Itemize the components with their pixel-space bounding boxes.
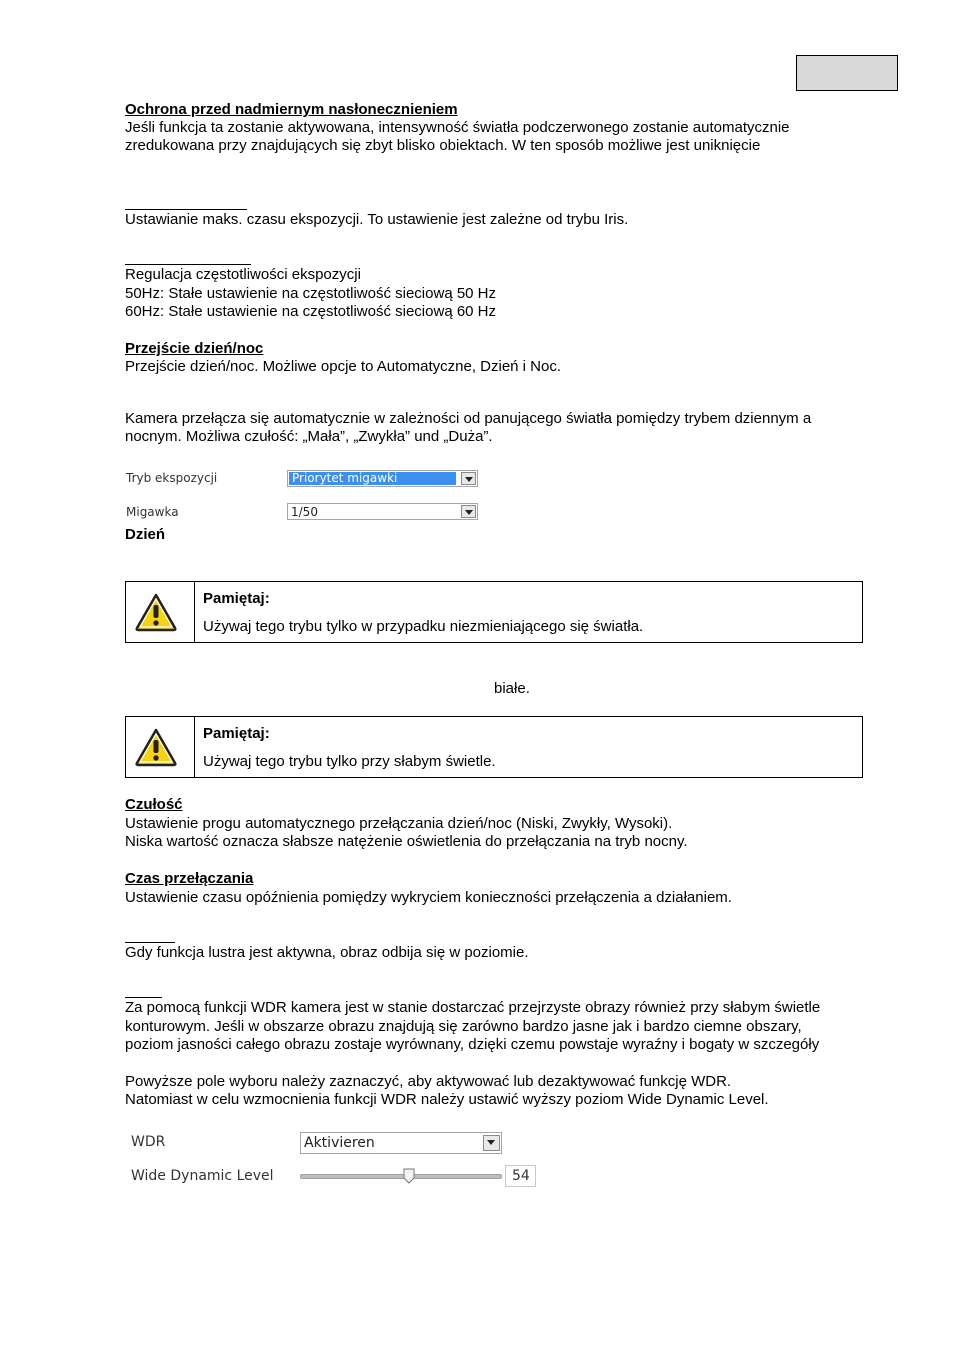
note-body: Używaj tego trybu tylko w przypadku niezmieniającego się światła. bbox=[203, 618, 644, 635]
heading-day-night: Przejście dzień/noc bbox=[125, 340, 264, 357]
slider-handle[interactable] bbox=[403, 1168, 415, 1184]
wide-dynamic-level-label: Wide Dynamic Level bbox=[131, 1168, 274, 1184]
shutter-value: 1/50 bbox=[291, 505, 318, 519]
paragraph-line: Ustawienie progu automatycznego przełączania dzień/noc (Niski, Zwykły, Wysoki). bbox=[125, 815, 673, 832]
page-number-box bbox=[796, 55, 898, 91]
paragraph-line: Natomiast w celu wzmocnienia funkcji WDR należy ustawić wyższy poziom Wide Dynamic Level. bbox=[125, 1091, 769, 1108]
heading-rule bbox=[125, 997, 162, 998]
paragraph-line: Regulacja częstotliwości ekspozycji bbox=[125, 266, 361, 283]
shutter-label: Migawka bbox=[126, 505, 179, 519]
shutter-select[interactable] bbox=[287, 503, 478, 520]
paragraph-line: 60Hz: Stałe ustawienie na częstotliwość sieciową 60 Hz bbox=[125, 303, 497, 320]
heading-switch-time: Czas przełączania bbox=[125, 870, 254, 887]
exposure-mode-select[interactable] bbox=[287, 470, 478, 487]
paragraph-line: Jeśli funkcja ta zostanie aktywowana, intensywność światła podczerwonego zostanie automatycznie bbox=[125, 119, 790, 136]
warning-icon bbox=[134, 592, 178, 632]
heading-sensitivity: Czułość bbox=[125, 796, 183, 813]
paragraph-line: poziom jasności całego obrazu zostaje wyrównany, dzięki czemu powstaje wyraźny i bogaty w szczegóły bbox=[125, 1036, 820, 1053]
paragraph-line: Za pomocą funkcji WDR kamera jest w stanie dostarczać przejrzyste obrazy również przy słabym świetle bbox=[125, 999, 821, 1016]
paragraph-line: Niska wartość oznacza słabsze natężenie oświetlenia do przełączania na tryb nocny. bbox=[125, 833, 688, 850]
note-title: Pamiętaj: bbox=[203, 590, 270, 607]
exposure-mode-label: Tryb ekspozycji bbox=[126, 471, 218, 485]
note-box bbox=[125, 716, 863, 778]
wide-dynamic-level-value[interactable]: 54 bbox=[505, 1165, 536, 1187]
note-icon-cell bbox=[126, 582, 195, 642]
note-icon-cell bbox=[126, 717, 195, 777]
paragraph-line: Przejście dzień/noc. Możliwe opcje to Automatyczne, Dzień i Noc. bbox=[125, 358, 562, 375]
chevron-down-icon[interactable] bbox=[483, 1135, 500, 1151]
heading-rule bbox=[125, 264, 251, 265]
heading-sun-protection: Ochrona przed nadmiernym nasłonecznieniem bbox=[125, 101, 458, 118]
heading-rule bbox=[125, 209, 247, 210]
wide-dynamic-level-slider[interactable] bbox=[300, 1174, 502, 1179]
note-body: Używaj tego trybu tylko przy słabym świetle. bbox=[203, 753, 496, 770]
exposure-mode-value: Priorytet migawki bbox=[289, 472, 456, 485]
day-label: Dzień bbox=[125, 526, 166, 543]
paragraph-line: Ustawianie maks. czasu ekspozycji. To ustawienie jest zależne od trybu Iris. bbox=[125, 211, 629, 228]
warning-icon bbox=[134, 727, 178, 767]
paragraph-line: zredukowana przy znajdujących się zbyt blisko obiektach. W ten sposób możliwe jest uniknięcie bbox=[125, 137, 761, 154]
paragraph-line: 50Hz: Stałe ustawienie na częstotliwość sieciową 50 Hz bbox=[125, 285, 497, 302]
paragraph-line: Ustawienie czasu opóźnienia pomiędzy wykryciem konieczności przełączenia a działaniem. bbox=[125, 889, 732, 906]
chevron-down-icon[interactable] bbox=[461, 472, 476, 485]
paragraph-line: Gdy funkcja lustra jest aktywna, obraz odbija się w poziomie. bbox=[125, 944, 529, 961]
wdr-label: WDR bbox=[131, 1134, 166, 1150]
chevron-down-icon[interactable] bbox=[461, 505, 476, 518]
heading-rule bbox=[125, 942, 175, 943]
note-title: Pamiętaj: bbox=[203, 725, 270, 742]
paragraph-line: nocnym. Możliwa czułość: „Mała”, „Zwykła” und „Duża”. bbox=[125, 428, 493, 445]
paragraph-line: Kamera przełącza się automatycznie w zależności od panującego światła pomiędzy trybem dziennym a bbox=[125, 410, 812, 427]
wdr-value: Aktivieren bbox=[304, 1135, 375, 1151]
paragraph-line: konturowym. Jeśli w obszarze obrazu znajdują się zarówno bardzo jasne jak i bardzo ciemne obszary, bbox=[125, 1018, 802, 1035]
paragraph-line: Powyższe pole wyboru należy zaznaczyć, aby aktywować lub dezaktywować funkcję WDR. bbox=[125, 1073, 732, 1090]
note-box bbox=[125, 581, 863, 643]
paragraph-fragment: białe. bbox=[494, 680, 530, 697]
wdr-select[interactable] bbox=[300, 1132, 502, 1154]
